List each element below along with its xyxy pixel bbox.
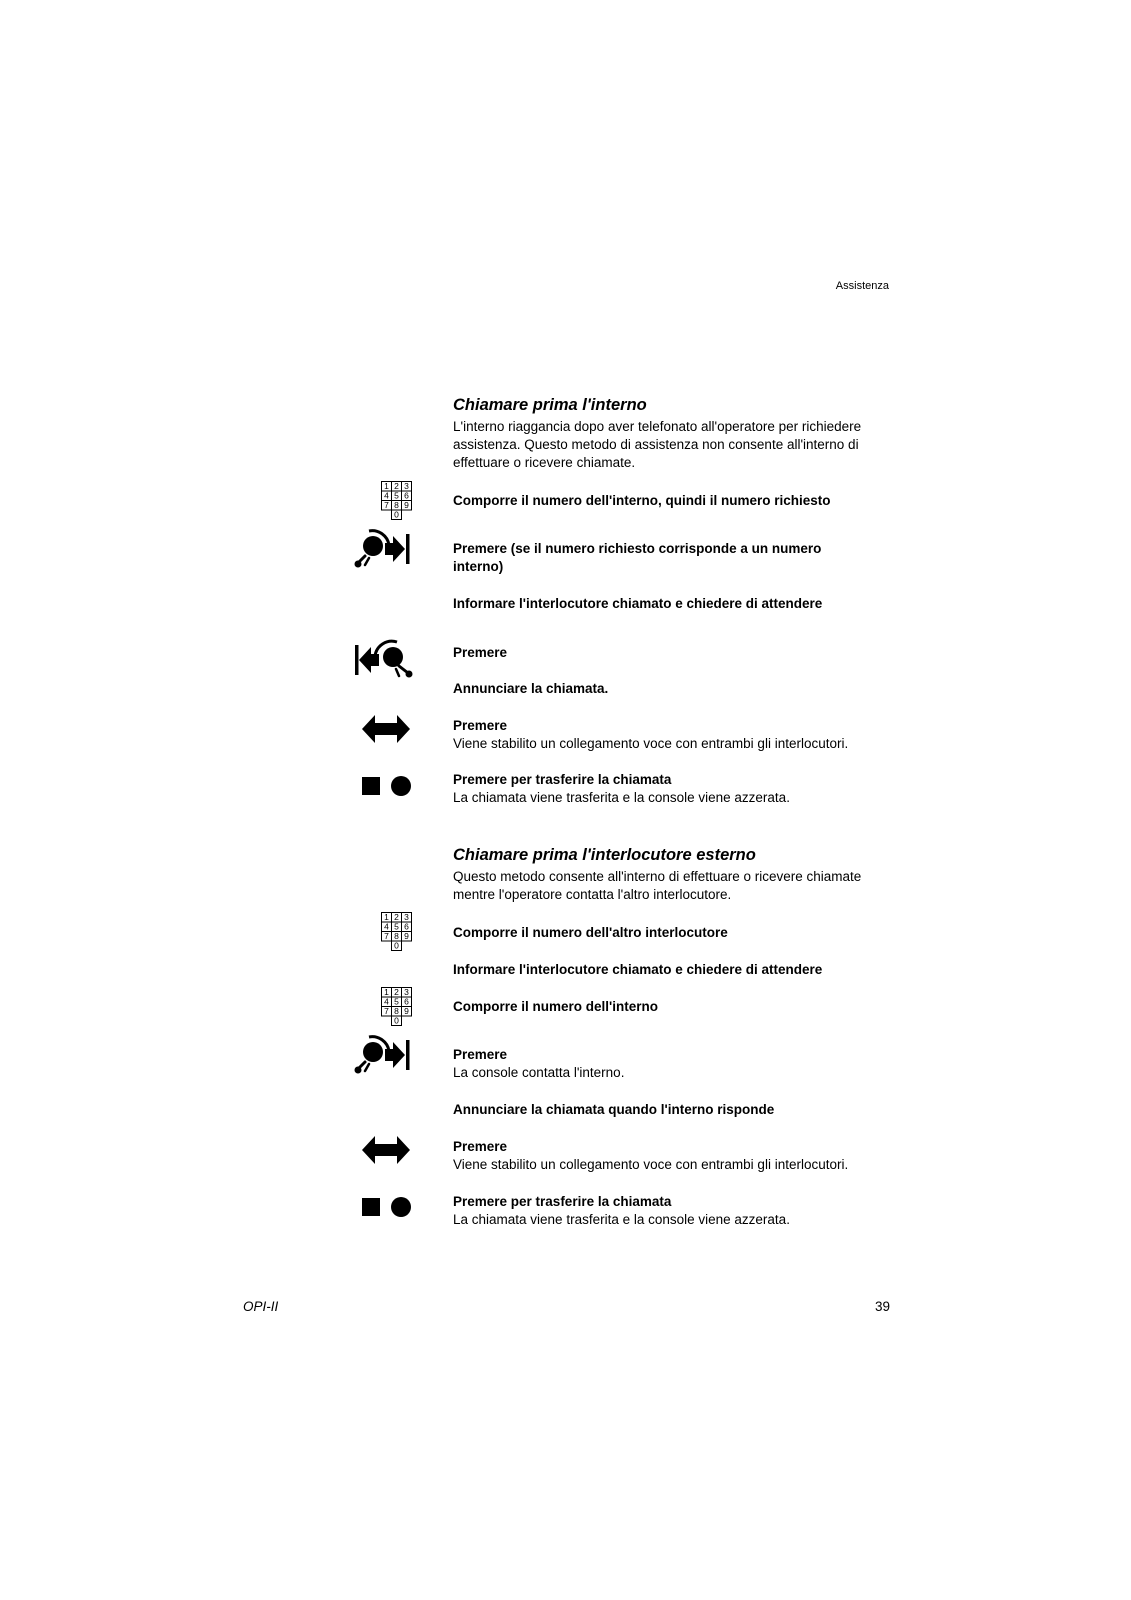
section-intro: L'interno riaggancia dopo aver telefonato all'operatore per richiedere assistenza. Questo metodo di assistenza non consente all'interno di effettuare o ricevere chiamate. [453, 419, 862, 470]
step-instruction: Informare l'interlocutore chiamato e chiedere di attendere [453, 596, 823, 611]
svg-text:1: 1 [384, 987, 389, 997]
step-instruction: Informare l'interlocutore chiamato e chiedere di attendere [453, 962, 823, 977]
svg-text:5: 5 [394, 490, 399, 501]
footer-product: OPI-II [243, 1299, 279, 1314]
step-instruction: Comporre il numero dell'interno, quindi il numero richiesto [453, 493, 831, 508]
svg-text:3: 3 [404, 481, 409, 491]
step-description: La chiamata viene trasferita e la console viene azzerata. [453, 1212, 790, 1227]
svg-text:7: 7 [384, 1006, 389, 1016]
svg-text:4: 4 [384, 996, 389, 1007]
step-instruction: Premere [453, 1047, 508, 1062]
keypad-icon [381, 481, 413, 521]
svg-text:9: 9 [404, 500, 409, 510]
svg-text:7: 7 [384, 500, 389, 510]
keypad-icon [381, 987, 413, 1027]
call-return-icon [353, 638, 415, 682]
section-title: Chiamare prima l'interlocutore esterno [453, 846, 756, 864]
call-forward-icon [355, 527, 415, 571]
step-instruction: Premere per trasferire la chiamata [453, 772, 672, 787]
svg-text:0: 0 [394, 509, 399, 520]
svg-text:2: 2 [394, 481, 399, 491]
svg-text:1: 1 [384, 912, 389, 922]
keypad-icon [381, 912, 413, 952]
svg-text:8: 8 [394, 500, 399, 510]
svg-text:5: 5 [394, 996, 399, 1007]
step-description: Viene stabilito un collegamento voce con entrambi gli interlocutori. [453, 736, 849, 751]
square-circle-icon [362, 1196, 412, 1218]
svg-text:8: 8 [394, 1006, 399, 1016]
svg-text:2: 2 [394, 912, 399, 922]
running-header: Assistenza [835, 280, 889, 292]
step-instruction: Premere per trasferire la chiamata [453, 1194, 672, 1209]
step-instruction: Premere (se il numero richiesto corrisponde a un numero interno) [453, 541, 822, 574]
svg-text:7: 7 [384, 931, 389, 941]
call-forward-icon [355, 1033, 415, 1077]
square-circle-icon [362, 775, 412, 797]
step-instruction: Comporre il numero dell'interno [453, 999, 658, 1014]
svg-text:3: 3 [404, 912, 409, 922]
step-description: Viene stabilito un collegamento voce con entrambi gli interlocutori. [453, 1157, 849, 1172]
svg-text:3: 3 [404, 987, 409, 997]
step-instruction: Premere [453, 718, 508, 733]
step-instruction: Premere [453, 645, 508, 660]
step-instruction: Annunciare la chiamata. [453, 681, 609, 696]
page-number: 39 [874, 1299, 890, 1314]
step-description: La chiamata viene trasferita e la console viene azzerata. [453, 790, 790, 805]
svg-text:0: 0 [394, 940, 399, 951]
double-arrow-icon [362, 714, 410, 744]
step-description: La console contatta l'interno. [453, 1065, 625, 1080]
svg-text:6: 6 [404, 996, 409, 1007]
step-instruction: Comporre il numero dell'altro interlocutore [453, 925, 728, 940]
svg-text:6: 6 [404, 490, 409, 501]
step-instruction: Annunciare la chiamata quando l'interno risponde [453, 1102, 775, 1117]
svg-text:4: 4 [384, 921, 389, 932]
section-title: Chiamare prima l'interno [453, 396, 647, 414]
svg-text:1: 1 [384, 481, 389, 491]
double-arrow-icon [362, 1135, 410, 1165]
svg-text:0: 0 [394, 1015, 399, 1026]
svg-text:2: 2 [394, 987, 399, 997]
section-intro: Questo metodo consente all'interno di effettuare o ricevere chiamate mentre l'operatore contatta l'altro interlocutore. [453, 869, 862, 902]
svg-text:4: 4 [384, 490, 389, 501]
svg-text:5: 5 [394, 921, 399, 932]
svg-text:6: 6 [404, 921, 409, 932]
step-instruction: Premere [453, 1139, 508, 1154]
svg-text:9: 9 [404, 931, 409, 941]
svg-text:8: 8 [394, 931, 399, 941]
svg-text:9: 9 [404, 1006, 409, 1016]
